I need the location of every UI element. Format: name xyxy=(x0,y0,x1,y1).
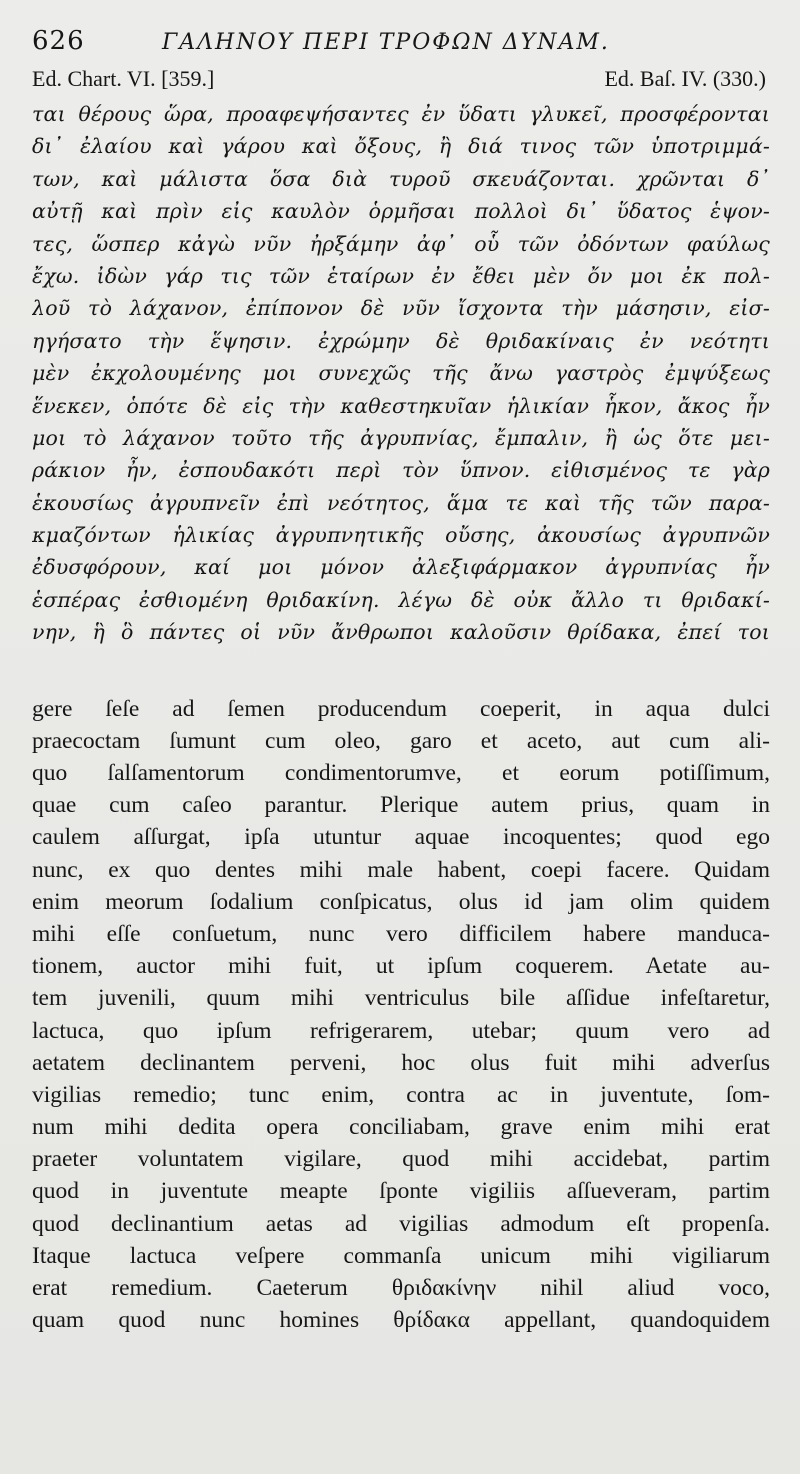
latin-text-line: praeter voluntatem vigilare, quod mihi accidebat, partim xyxy=(32,1146,770,1173)
greek-text-line: μοι τὸ λάχανον τοῦτο τῆς ἀγρυπνίας, ἔμπαλιν, ἢ ὡς ὅτε μει- xyxy=(32,425,770,450)
greek-text-line: κμαζόντων ἡλικίας ἀγρυπνητικῆς οὔσης, ἀκουσίως ἀγρυπνῶν xyxy=(32,523,770,548)
latin-text-line: quae cum caſeo parantur. Plerique autem prius, quam in xyxy=(32,792,770,819)
greek-text-line: ἑκουσίως ἀγρυπνεῖν ἐπὶ νεότητος, ἅμα τε καὶ τῆς τῶν παρα- xyxy=(32,490,770,515)
edition-references xyxy=(32,66,770,98)
latin-text-block xyxy=(32,693,770,1337)
edition-basel: Ed. Baſ. IV. (330.) xyxy=(604,66,766,91)
edition-chartier: Ed. Chart. VI. [359.] xyxy=(32,66,215,91)
greek-text-line: ηγήσατο τὴν ἕψησιν. ἐχρώμην δὲ θριδακίναις ἐν νεότητι xyxy=(32,328,770,353)
latin-text-line: enim meorum ſodalium conſpicatus, olus id jam olim quidem xyxy=(32,888,770,915)
page-header xyxy=(32,26,770,66)
latin-text-line: tem juvenili, quum mihi ventriculus bile aſſidue infeſtaretur, xyxy=(32,985,770,1012)
latin-text-line: vigilias remedio; tunc enim, contra ac in juventute, ſom- xyxy=(32,1081,770,1108)
greek-text-line: αὐτῇ καὶ πρὶν εἰς καυλὸν ὁρμῆσαι πολλοὶ δι᾽ ὕδατος ἑψον- xyxy=(32,199,770,224)
greek-text-line: ράκιον ἦν, ἐσπουδακότι περὶ τὸν ὕπνον. εἰθισμένος τε γὰρ xyxy=(32,458,770,483)
latin-text-line: num mihi dedita opera conciliabam, grave enim mihi erat xyxy=(32,1114,770,1141)
greek-text-line: τες, ὥσπερ κἀγὼ νῦν ἠρξάμην ἀφ᾽ οὗ τῶν ὀδόντων φαύλως xyxy=(32,231,770,256)
greek-text-line: ἔχω. ἰδὼν γάρ τις τῶν ἑταίρων ἐν ἔθει μὲν ὄν μοι ἐκ πολ- xyxy=(32,263,770,288)
greek-text-line: νην, ἣ ὃ πάντες οἱ νῦν ἄνθρωποι καλοῦσιν θρίδακα, ἐπεί τοι xyxy=(32,620,770,645)
latin-text-line: lactuca, quo ipſum refrigerarem, utebar; quum vero ad xyxy=(32,1017,770,1044)
greek-text-line: ἕνεκεν, ὁπότε δὲ εἰς τὴν καθεστηκυῖαν ἡλικίαν ἧκον, ἄκος ἦν xyxy=(32,393,770,418)
greek-text-line: λοῦ τὸ λάχανον, ἐπίπονον δὲ νῦν ἴσχοντα τὴν μάσησιν, εἰσ- xyxy=(32,296,770,321)
latin-text-line: caulem aſſurgat, ipſa utuntur aquae incoquentes; quod ego xyxy=(32,824,770,851)
running-title: ΓΑΛΗΝΟΥ ΠΕΡΙ ΤΡΟΦΩΝ ΔΥΝΑΜ. xyxy=(162,30,610,55)
greek-text-line: ἑσπέρας ἐσθιομένη θριδακίνη. λέγω δὲ οὐκ ἄλλο τι θριδακί- xyxy=(32,587,770,612)
latin-text-line: quo ſalſamentorum condimentorumve, et eorum potiſſimum, xyxy=(32,760,770,787)
greek-text-line: μὲν ἐκχολουμένης μοι συνεχῶς τῆς ἄνω γαστρὸς ἐμψύξεως xyxy=(32,361,770,386)
latin-text-line: praecoctam ſumunt cum oleo, garo et aceto, aut cum ali- xyxy=(32,727,770,754)
latin-text-line: gere ſeſe ad ſemen producendum coeperit, in aqua dulci xyxy=(32,695,770,722)
latin-text-line: nunc, ex quo dentes mihi male habent, coepi facere. Quidam xyxy=(32,856,770,883)
greek-text-line: των, καὶ μάλιστα ὅσα διὰ τυροῦ σκευάζονται. χρῶνται δ᾽ xyxy=(32,166,770,191)
latin-text-line: Itaque lactuca veſpere commanſa unicum mihi vigiliarum xyxy=(32,1242,770,1269)
latin-text-line: mihi eſſe conſuetum, nunc vero difficilem habere manduca- xyxy=(32,920,770,947)
latin-text-line: quam quod nunc homines θρίδακα appellant, quandoquidem xyxy=(32,1307,770,1334)
latin-text-line: tionem, auctor mihi fuit, ut ipſum coquerem. Aetate au- xyxy=(32,953,770,980)
latin-text-line: erat remedium. Caeterum θριδακίνην nihil aliud voco, xyxy=(32,1275,770,1302)
greek-text-block xyxy=(32,98,770,649)
page-number: 626 xyxy=(32,26,85,56)
latin-text-line: quod declinantium aetas ad vigilias admodum eſt propenſa. xyxy=(32,1210,770,1237)
latin-text-line: quod in juventute meapte ſponte vigiliis aſſueveram, partim xyxy=(32,1178,770,1205)
greek-text-line: ται θέρους ὥρα, προαφεψήσαντες ἐν ὕδατι γλυκεῖ, προσφέρονται xyxy=(32,102,770,126)
latin-text-line: aetatem declinantem perveni, hoc olus fuit mihi adverſus xyxy=(32,1049,770,1076)
greek-text-line: ἐδυσφόρουν, καί μοι μόνον ἀλεξιφάρμακον ἀγρυπνίας ἦν xyxy=(32,555,770,580)
greek-text-line: δι᾽ ἐλαίου καὶ γάρου καὶ ὄξους, ἢ διά τινος τῶν ὑποτριμμά- xyxy=(32,134,770,159)
